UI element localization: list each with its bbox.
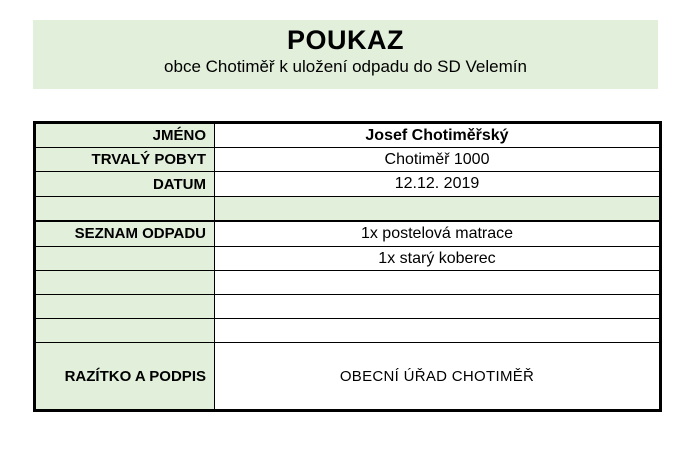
waste-item-4: [215, 295, 661, 319]
voucher-form-table: [33, 121, 662, 412]
field-value-stamp-signature: OBECNÍ ÚŘAD CHOTIMĚŘ: [215, 343, 661, 411]
separator-value-cell: [215, 197, 661, 221]
waste-item-2: 1x starý koberec: [215, 247, 661, 271]
table-row: [35, 172, 661, 197]
field-value-date: 12.12. 2019: [215, 172, 661, 197]
empty-label-cell: [35, 295, 215, 319]
waste-item-5: [215, 319, 661, 343]
table-row: [35, 221, 661, 247]
table-row: [35, 295, 661, 319]
page-subtitle: obce Chotiměř k uložení odpadu do SD Velemín: [164, 57, 527, 76]
table-row: [35, 343, 661, 411]
table-row: [35, 247, 661, 271]
empty-label-cell: [35, 271, 215, 295]
empty-label-cell: [35, 247, 215, 271]
table-row: [35, 319, 661, 343]
separator-label-cell: [35, 197, 215, 221]
field-label-stamp-signature: RAZÍTKO A PODPIS: [35, 343, 215, 411]
empty-label-cell: [35, 319, 215, 343]
field-label-name: JMÉNO: [35, 123, 215, 148]
table-row: [35, 148, 661, 172]
field-label-waste-list: SEZNAM ODPADU: [35, 221, 215, 247]
page-title: POUKAZ: [287, 25, 404, 55]
waste-item-3: [215, 271, 661, 295]
separator-row: [35, 197, 661, 221]
field-label-date: DATUM: [35, 172, 215, 197]
field-label-residence: TRVALÝ POBYT: [35, 148, 215, 172]
table-row: [35, 271, 661, 295]
field-value-residence: Chotiměř 1000: [215, 148, 661, 172]
header-banner: [33, 20, 658, 89]
table-row: [35, 123, 661, 148]
field-value-name: Josef Chotiměřský: [215, 123, 661, 148]
waste-item-1: 1x postelová matrace: [215, 221, 661, 247]
